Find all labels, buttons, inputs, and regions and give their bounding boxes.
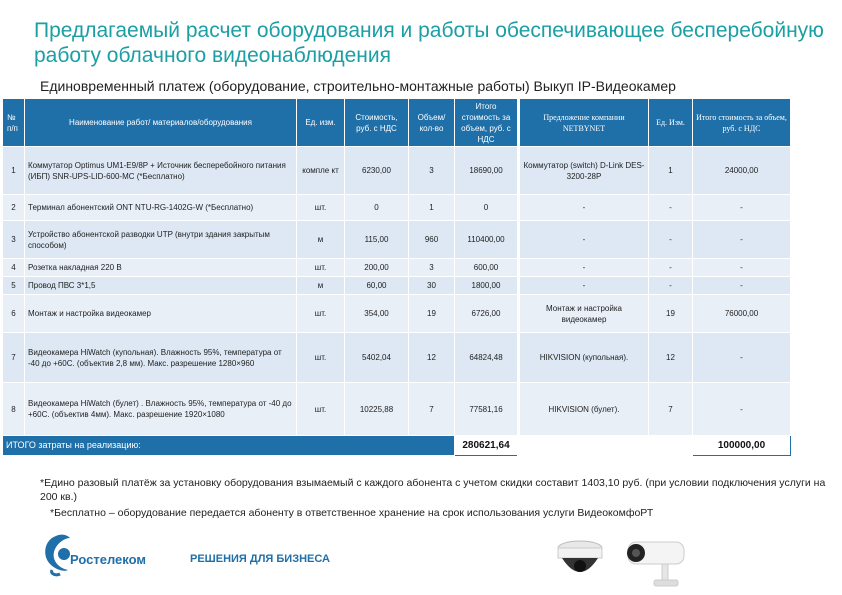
row-total2: - (693, 383, 791, 436)
table-row (3, 147, 791, 195)
row-total2: - (693, 221, 791, 259)
row-unit2: 19 (649, 295, 693, 333)
col-header-total2: Итого стоимость за объем, руб. с НДС (693, 99, 791, 147)
row-unit2: - (649, 221, 693, 259)
row-qty: 19 (409, 295, 455, 333)
row-unit: шт. (297, 295, 345, 333)
row-unit2: - (649, 195, 693, 221)
row-unit2: 7 (649, 383, 693, 436)
row-price: 60,00 (345, 277, 409, 295)
row-qty: 7 (409, 383, 455, 436)
page-title: Предлагаемый расчет оборудования и работы обеспечивающее бесперебойную работу облачного видеонаблюдения (34, 19, 824, 67)
row-name: Монтаж и настройка видеокамер (25, 295, 297, 333)
row-total: 77581,16 (455, 383, 519, 436)
row-name: Видеокамера HiWatch (купольная). Влажность 95%, температура от -40 до +60С. (объектив 2,8 мм). Макс. разрешение 1280×960 (25, 333, 297, 383)
row-no: 6 (3, 295, 25, 333)
row-qty: 12 (409, 333, 455, 383)
row-unit2: - (649, 259, 693, 277)
row-offer: Монтаж и настройка видеокамер (519, 295, 649, 333)
table-row (3, 383, 791, 436)
row-unit: компле кт (297, 147, 345, 195)
row-unit: м (297, 221, 345, 259)
row-total2: - (693, 277, 791, 295)
brand-name: Ростелеком (70, 552, 146, 567)
row-price: 200,00 (345, 259, 409, 277)
row-unit: шт. (297, 195, 345, 221)
brand-tagline: РЕШЕНИЯ ДЛЯ БИЗНЕСА (190, 553, 330, 565)
total-gap (519, 436, 693, 456)
row-offer: - (519, 259, 649, 277)
col-header-name: Наименование работ/ материалов/оборудования (25, 99, 297, 147)
row-offer: HIKVISION (булет). (519, 383, 649, 436)
row-offer: - (519, 221, 649, 259)
row-total: 18690,00 (455, 147, 519, 195)
row-price: 6230,00 (345, 147, 409, 195)
row-unit: м (297, 277, 345, 295)
row-qty: 960 (409, 221, 455, 259)
row-name: Коммутатор Optimus UM1-E9/8P + Источник бесперебойного питания (ИБП) SNR-UPS-LID-600-MC (*Бесплатно) (25, 147, 297, 195)
row-unit2: - (649, 277, 693, 295)
row-qty: 3 (409, 259, 455, 277)
row-price: 115,00 (345, 221, 409, 259)
row-no: 1 (3, 147, 25, 195)
bullet-camera-icon (627, 542, 684, 586)
row-unit: шт. (297, 333, 345, 383)
row-name: Видеокамера HiWatch (булет) . Влажность 95%, температура от -40 до +60С. (объектив 4мм). Макс. разрешение 1920×1080 (25, 383, 297, 436)
row-no: 2 (3, 195, 25, 221)
row-total: 1800,00 (455, 277, 519, 295)
footnote-payment: *Едино разовый платёж за установку оборудования взымаемый с каждого абонента с учетом скидки составит 1403,10 руб. (при условии подключения услуги на 200 кв.) (40, 477, 826, 503)
table-row (3, 259, 791, 277)
row-name: Устройство абонентской разводки UTP (внутри здания закрытым способом) (25, 221, 297, 259)
table-row (3, 333, 791, 383)
row-price: 5402,04 (345, 333, 409, 383)
row-unit: шт. (297, 259, 345, 277)
row-total2: - (693, 333, 791, 383)
row-total2: - (693, 195, 791, 221)
row-total2: 24000,00 (693, 147, 791, 195)
row-price: 0 (345, 195, 409, 221)
row-unit: шт. (297, 383, 345, 436)
col-header-qty: Объем/ кол-во (409, 99, 455, 147)
col-header-total: Итого стоимость за объем, руб. с НДС (455, 99, 519, 147)
dome-camera-icon (558, 541, 602, 572)
row-total: 110400,00 (455, 221, 519, 259)
row-price: 354,00 (345, 295, 409, 333)
row-name: Провод ПВС 3*1,5 (25, 277, 297, 295)
row-no: 3 (3, 221, 25, 259)
col-header-price: Стоимость, руб. с НДС (345, 99, 409, 147)
row-offer: HIKVISION (купольная). (519, 333, 649, 383)
row-total: 6726,00 (455, 295, 519, 333)
table-row (3, 195, 791, 221)
row-qty: 3 (409, 147, 455, 195)
col-header-unit: Ед. изм. (297, 99, 345, 147)
cost-table (2, 98, 791, 456)
row-total: 0 (455, 195, 519, 221)
row-qty: 1 (409, 195, 455, 221)
total-row (3, 436, 791, 456)
total-value-2: 100000,00 (693, 436, 791, 456)
row-price: 10225,88 (345, 383, 409, 436)
row-offer: - (519, 195, 649, 221)
row-no: 7 (3, 333, 25, 383)
table-row (3, 277, 791, 295)
col-header-no: № п/п (3, 99, 25, 147)
row-total: 64824,48 (455, 333, 519, 383)
row-no: 8 (3, 383, 25, 436)
total-label: ИТОГО затраты на реализацию: (3, 436, 455, 456)
row-total2: 76000,00 (693, 295, 791, 333)
row-unit2: 12 (649, 333, 693, 383)
col-header-offer: Предложение компании NETBYNET (519, 99, 649, 147)
row-offer: - (519, 277, 649, 295)
footnote-free: *Бесплатно – оборудование передается абоненту в ответственное хранение на срок использования услуги ВидеокомфоРТ (50, 507, 654, 519)
row-no: 5 (3, 277, 25, 295)
row-qty: 30 (409, 277, 455, 295)
row-total2: - (693, 259, 791, 277)
col-header-unit2: Ед. Изм. (649, 99, 693, 147)
total-value: 280621,64 (455, 436, 519, 456)
page-subtitle: Единовременный платеж (оборудование, строительно-монтажные работы) Выкуп IP-Видеокамер (40, 78, 676, 94)
footnotes (40, 476, 830, 520)
table-row (3, 295, 791, 333)
camera-images (550, 530, 700, 590)
table-row (3, 221, 791, 259)
row-offer: Коммутатор (switch) D-Link DES-3200-28P (519, 147, 649, 195)
row-total: 600,00 (455, 259, 519, 277)
row-name: Терминал абонентский ONT NTU-RG-1402G-W (*Бесплатно) (25, 195, 297, 221)
row-no: 4 (3, 259, 25, 277)
row-name: Розетка накладная 220 В (25, 259, 297, 277)
row-unit2: 1 (649, 147, 693, 195)
